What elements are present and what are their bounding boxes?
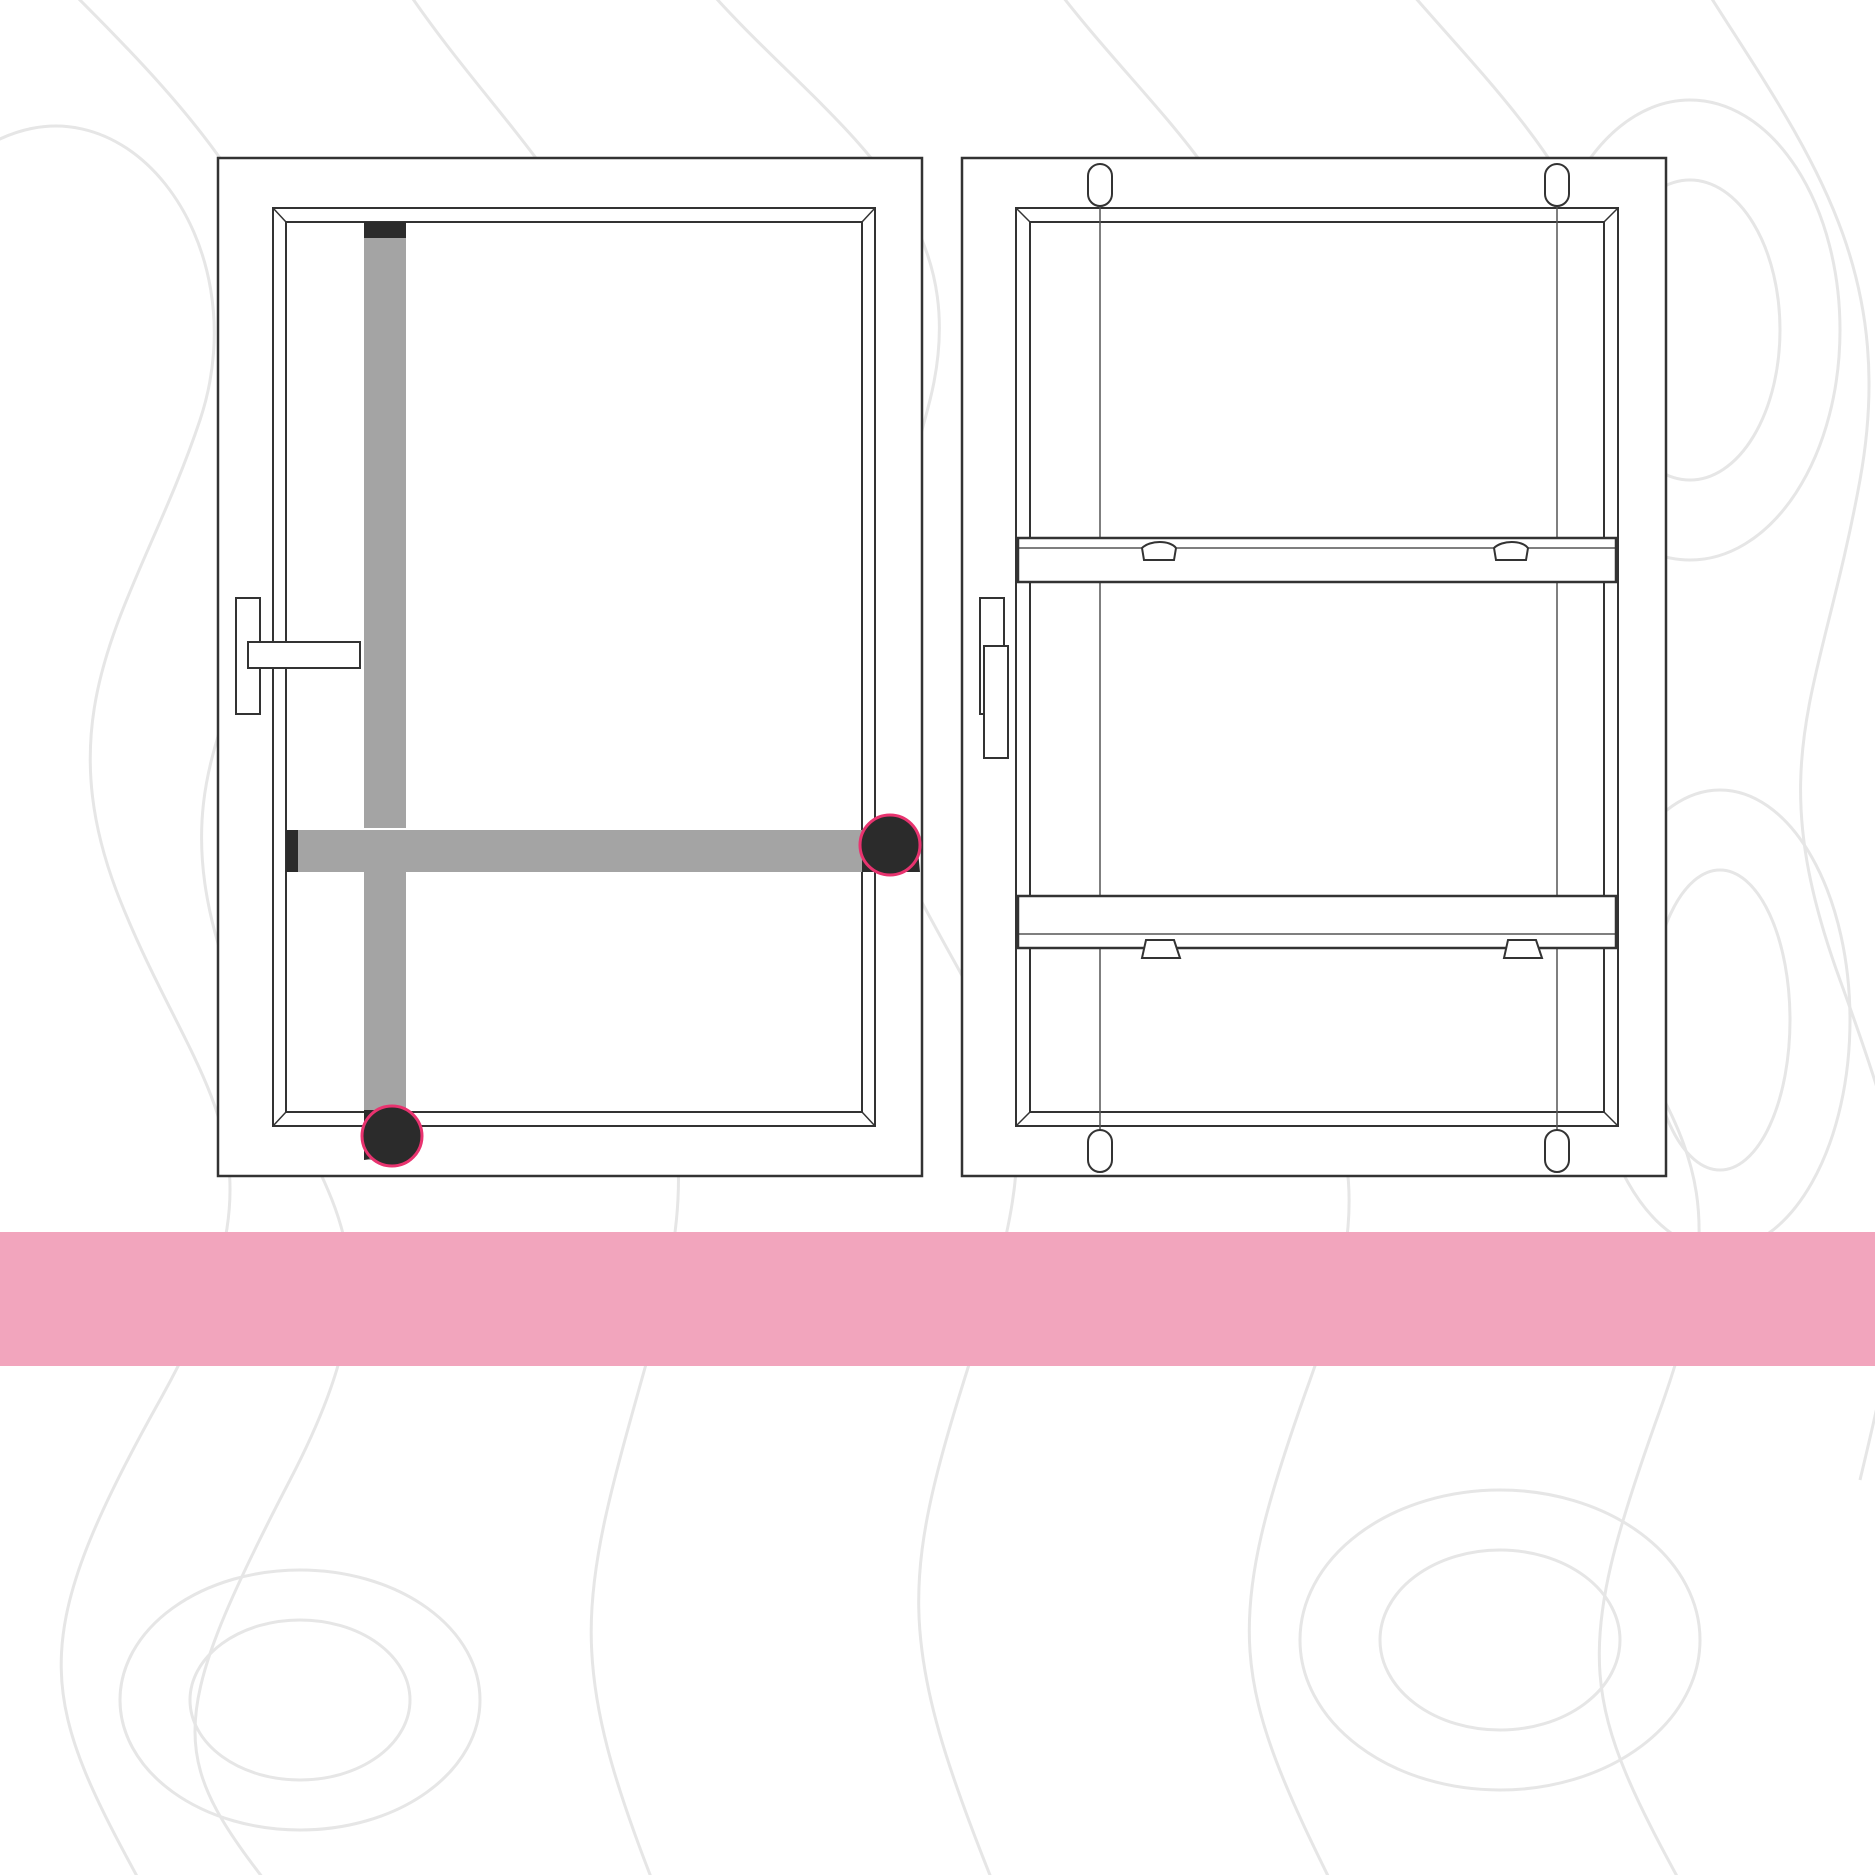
bottom-right-clip — [1545, 1130, 1569, 1172]
right-window-handle-lever — [984, 646, 1008, 758]
instruction-paragraph-3 — [54, 1650, 1774, 1691]
instruction-paragraph-2 — [54, 1530, 1774, 1571]
vertical-tape-badge — [362, 1106, 422, 1166]
left-window-handle-lever — [248, 642, 360, 668]
right-window — [962, 158, 1666, 1176]
bottom-rail-left-hook — [1142, 940, 1180, 958]
notice-band — [0, 1232, 1875, 1366]
horizontal-tape-badge — [860, 815, 920, 875]
instruction-paragraph-1 — [54, 1410, 1774, 1451]
top-rail-left-hook — [1142, 542, 1176, 560]
left-window — [218, 158, 922, 1176]
bottom-rail-right-hook — [1504, 940, 1542, 958]
top-rail-right-hook — [1494, 542, 1528, 560]
bottom-left-clip — [1088, 1130, 1112, 1172]
top-right-clip — [1545, 164, 1569, 206]
top-left-clip — [1088, 164, 1112, 206]
right-window-glass — [1030, 222, 1604, 1112]
